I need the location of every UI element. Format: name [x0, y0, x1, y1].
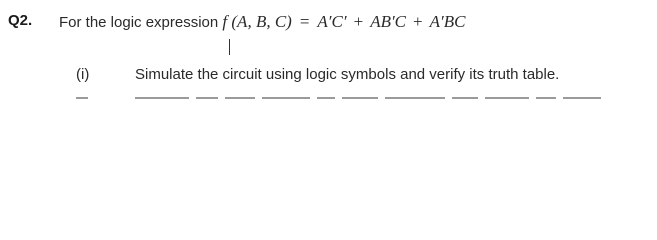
question-text [59, 12, 465, 32]
function-name: f (A, B, C) [222, 12, 292, 31]
text-cursor [229, 39, 230, 55]
item-text: Simulate the circuit using logic symbols and verify its truth table. [135, 66, 560, 83]
question-label: Q2. [8, 12, 33, 29]
item-number: (i) [76, 66, 90, 83]
term-3: A′BC [429, 12, 466, 31]
logic-expression [222, 12, 465, 31]
cut-off-next-line [76, 97, 617, 102]
term-2: AB′C [370, 12, 407, 31]
plus-sign-1: + [353, 12, 364, 31]
equals-sign: = [299, 12, 310, 31]
term-1: A′C′ [317, 12, 347, 31]
plus-sign-2: + [413, 12, 423, 31]
question-prompt: For the logic expression [59, 14, 223, 31]
